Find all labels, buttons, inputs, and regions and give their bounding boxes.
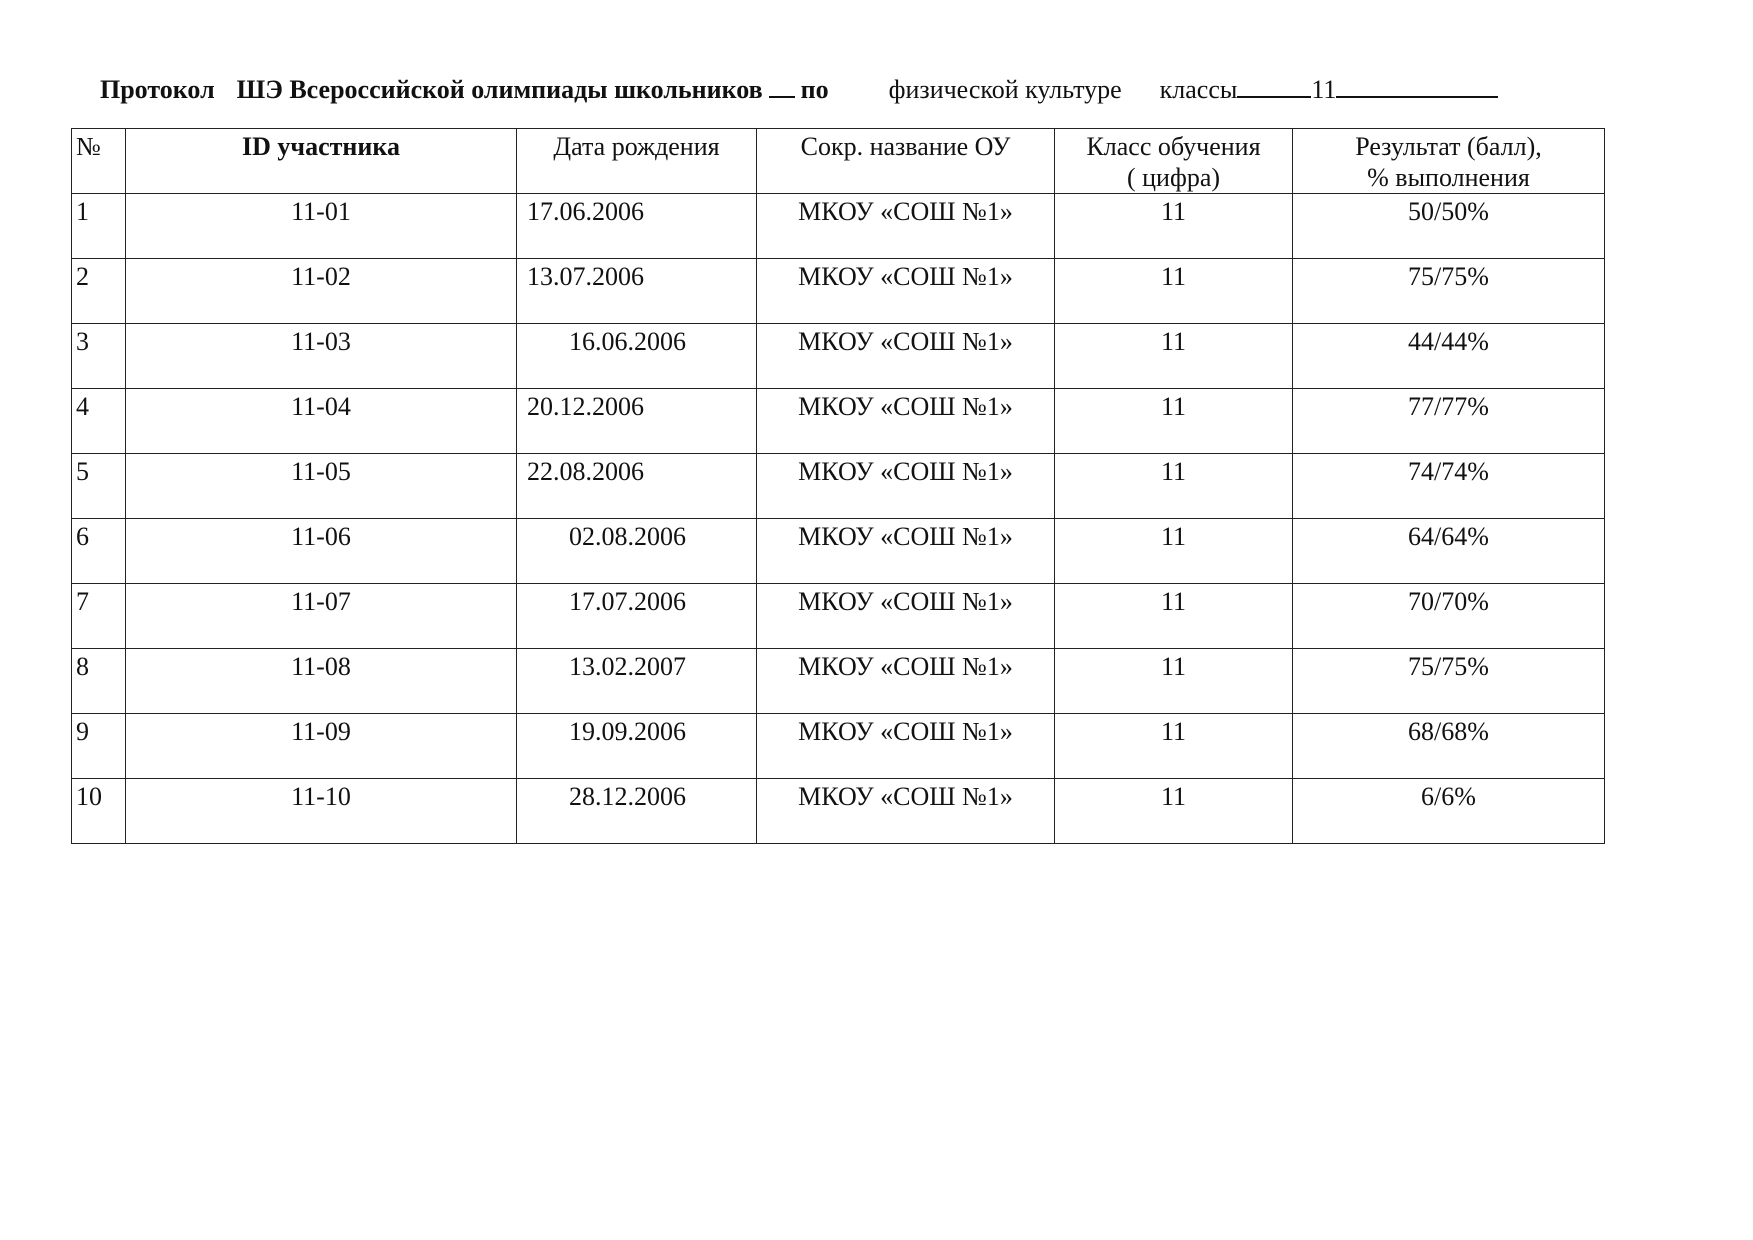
- cell-num: 1: [72, 194, 126, 259]
- col-header-class-line1: Класс обучения: [1086, 132, 1261, 161]
- cell-birth: 13.02.2007: [517, 649, 757, 714]
- cell-birth: 17.07.2006: [517, 584, 757, 649]
- table-row: [72, 324, 1605, 389]
- cell-class: 11: [1055, 324, 1293, 389]
- table-row: [72, 649, 1605, 714]
- cell-result: 68/68%: [1293, 714, 1605, 779]
- cell-school: МКОУ «СОШ №1»: [757, 779, 1055, 844]
- cell-school: МКОУ «СОШ №1»: [757, 194, 1055, 259]
- col-header-school: Сокр. название ОУ: [757, 129, 1055, 194]
- cell-birth: 17.06.2006: [517, 194, 757, 259]
- col-header-class-line2: ( цифра): [1126, 163, 1221, 192]
- table-row: [72, 259, 1605, 324]
- col-header-num: №: [72, 129, 126, 194]
- cell-class: 11: [1055, 389, 1293, 454]
- cell-class: 11: [1055, 584, 1293, 649]
- cell-class: 11: [1055, 259, 1293, 324]
- title-classes-label: классы: [1159, 75, 1238, 104]
- cell-school: МКОУ «СОШ №1»: [757, 584, 1055, 649]
- cell-birth: 20.12.2006: [517, 389, 757, 454]
- title-blank-line: [769, 74, 795, 98]
- title-classes-value: 11: [1311, 75, 1337, 104]
- col-header-result-line2: % выполнения: [1367, 163, 1530, 192]
- title-subject: физической культуре: [888, 75, 1122, 104]
- cell-id: 11-02: [126, 259, 517, 324]
- cell-id: 11-04: [126, 389, 517, 454]
- cell-result: 50/50%: [1293, 194, 1605, 259]
- cell-num: 6: [72, 519, 126, 584]
- cell-id: 11-06: [126, 519, 517, 584]
- cell-birth: 22.08.2006: [517, 454, 757, 519]
- table-row: [72, 714, 1605, 779]
- cell-class: 11: [1055, 649, 1293, 714]
- cell-num: 7: [72, 584, 126, 649]
- cell-num: 9: [72, 714, 126, 779]
- table-row: [72, 389, 1605, 454]
- cell-num: 8: [72, 649, 126, 714]
- title-by: по: [800, 75, 829, 104]
- col-header-id: ID участника: [126, 129, 517, 194]
- cell-school: МКОУ «СОШ №1»: [757, 454, 1055, 519]
- cell-school: МКОУ «СОШ №1»: [757, 649, 1055, 714]
- cell-id: 11-03: [126, 324, 517, 389]
- title-protocol: Протокол: [100, 75, 215, 104]
- table-row: [72, 519, 1605, 584]
- cell-school: МКОУ «СОШ №1»: [757, 714, 1055, 779]
- cell-class: 11: [1055, 714, 1293, 779]
- cell-num: 4: [72, 389, 126, 454]
- col-header-result-line1: Результат (балл),: [1355, 132, 1542, 161]
- cell-id: 11-10: [126, 779, 517, 844]
- table-row: [72, 194, 1605, 259]
- title-olympiad: Всероссийской олимпиады школьников: [289, 75, 763, 104]
- cell-id: 11-08: [126, 649, 517, 714]
- cell-class: 11: [1055, 519, 1293, 584]
- title-stage: ШЭ: [236, 75, 283, 104]
- cell-school: МКОУ «СОШ №1»: [757, 389, 1055, 454]
- cell-result: 74/74%: [1293, 454, 1605, 519]
- cell-school: МКОУ «СОШ №1»: [757, 519, 1055, 584]
- results-table: [71, 128, 1605, 844]
- cell-class: 11: [1055, 779, 1293, 844]
- document-title: [100, 72, 1498, 108]
- cell-result: 75/75%: [1293, 649, 1605, 714]
- cell-id: 11-09: [126, 714, 517, 779]
- cell-birth: 19.09.2006: [517, 714, 757, 779]
- cell-school: МКОУ «СОШ №1»: [757, 324, 1055, 389]
- cell-school: МКОУ «СОШ №1»: [757, 259, 1055, 324]
- table-row: [72, 584, 1605, 649]
- cell-id: 11-07: [126, 584, 517, 649]
- cell-num: 10: [72, 779, 126, 844]
- cell-birth: 02.08.2006: [517, 519, 757, 584]
- cell-result: 6/6%: [1293, 779, 1605, 844]
- cell-class: 11: [1055, 454, 1293, 519]
- cell-birth: 13.07.2006: [517, 259, 757, 324]
- cell-birth: 16.06.2006: [517, 324, 757, 389]
- col-header-birth: Дата рождения: [517, 129, 757, 194]
- classes-blank-line-left: [1237, 74, 1311, 98]
- classes-blank-line-right: [1336, 74, 1498, 98]
- cell-num: 2: [72, 259, 126, 324]
- cell-id: 11-01: [126, 194, 517, 259]
- table-row: [72, 454, 1605, 519]
- col-header-result: [1293, 129, 1605, 194]
- cell-birth: 28.12.2006: [517, 779, 757, 844]
- cell-result: 44/44%: [1293, 324, 1605, 389]
- cell-result: 64/64%: [1293, 519, 1605, 584]
- cell-num: 3: [72, 324, 126, 389]
- cell-result: 75/75%: [1293, 259, 1605, 324]
- table-header-row: [72, 129, 1605, 194]
- table-row: [72, 779, 1605, 844]
- col-header-class: [1055, 129, 1293, 194]
- cell-result: 70/70%: [1293, 584, 1605, 649]
- cell-result: 77/77%: [1293, 389, 1605, 454]
- cell-id: 11-05: [126, 454, 517, 519]
- cell-num: 5: [72, 454, 126, 519]
- cell-class: 11: [1055, 194, 1293, 259]
